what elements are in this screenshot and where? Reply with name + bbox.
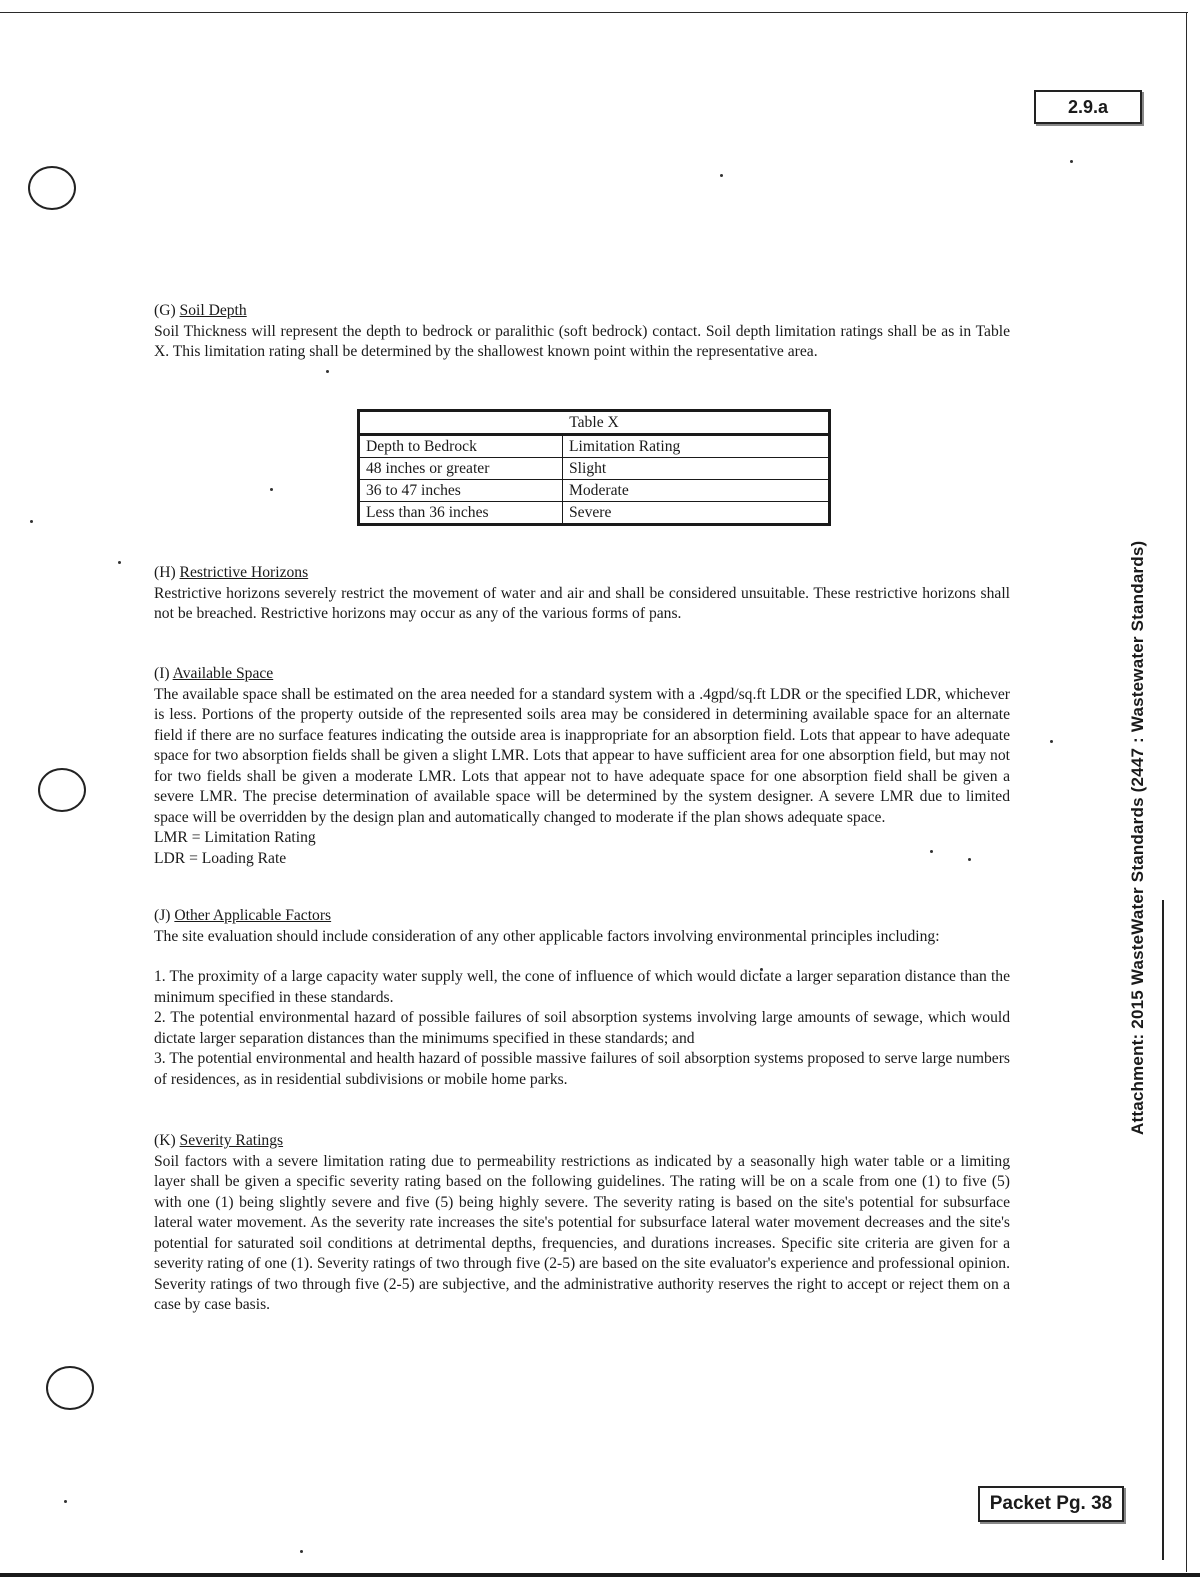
- cell-rating: Severe: [563, 502, 830, 525]
- section-body: Soil Thickness will represent the depth to bedrock or paralithic (soft bedrock) contact. Soil depth limitation ratings shall be as in Table X. This limitation rating shall be determined by the shallowest known point within the representative area.: [154, 322, 1010, 360]
- table-header-row: [359, 435, 830, 458]
- section-heading: [154, 301, 1010, 322]
- column-header-rating: Limitation Rating: [563, 435, 830, 458]
- table-row: [359, 502, 830, 525]
- scan-speck: [270, 488, 273, 491]
- cell-depth: 36 to 47 inches: [359, 480, 563, 502]
- section-heading: [154, 906, 1010, 927]
- punch-hole-bottom: [46, 1366, 94, 1410]
- section-title: Available Space: [172, 665, 274, 682]
- column-header-depth: Depth to Bedrock: [359, 435, 563, 458]
- page-bottom-edge: [0, 1573, 1200, 1577]
- side-rule: [1162, 900, 1164, 1560]
- table-row: [359, 458, 830, 480]
- section-heading: [154, 1131, 1010, 1152]
- punch-hole-top: [28, 166, 76, 210]
- cell-depth: 48 inches or greater: [359, 458, 563, 480]
- section-title: Severity Ratings: [179, 1132, 284, 1149]
- section-prefix: (H): [154, 564, 180, 581]
- definition-lmr: LMR = Limitation Rating: [154, 829, 316, 846]
- section-title: Restrictive Horizons: [179, 564, 309, 581]
- section-prefix: (G): [154, 302, 180, 319]
- section-prefix: (K): [154, 1132, 180, 1149]
- list-item: 3. The potential environmental and health hazard of possible massive failures of soil absorption systems proposed to serve large numbers of residences, as in residential subdivisions or mobile home parks.: [154, 1050, 1010, 1088]
- page-right-edge: [1186, 12, 1187, 1572]
- section-body: Restrictive horizons severely restrict the movement of water and air and shall be considered unsuitable. These restrictive horizons shall not be breached. Restrictive horizons may occur as any of the various forms of pans.: [154, 584, 1010, 622]
- section-body: The site evaluation should include consideration of any other applicable factors involving environmental principles including:: [154, 927, 940, 945]
- section-heading: [154, 664, 1010, 685]
- scan-speck: [64, 1500, 67, 1503]
- scan-speck: [326, 370, 329, 373]
- section-severity-ratings: [154, 1131, 1010, 1316]
- list-item: 2. The potential environmental hazard of possible failures of soil absorption systems involving large amounts of sewage, which would dictate larger separation distances than the minimums specified in these standards; and: [154, 1009, 1010, 1047]
- cell-rating: Moderate: [563, 480, 830, 502]
- header-tag: 2.9.a: [1034, 90, 1142, 124]
- scan-speck: [1070, 160, 1073, 163]
- section-prefix: (J): [154, 907, 175, 924]
- section-body: The available space shall be estimated on the area needed for a standard system with a .4gpd/sq.ft LDR or the specified LDR, whichever is less. Portions of the property outside of the represented soils area may be considered in determining available space for an alternate field if there are no surface features indicating the outside area is inappropriate for an absorption field. Lots that appear to have adequate space for two absorption fields shall be given a slight LMR. Lots that appear to have sufficient area for one absorption field, but may not for two fields shall be given a moderate LMR. Lots that appear not to have adequate space for one absorption field shall be given a severe LMR. The precise determination of available space will be determined by the system designer. A severe LMR due to limited space will be overridden by the design plan and automatically changed to moderate if the plan shows adequate space.: [154, 685, 1010, 826]
- cell-depth: Less than 36 inches: [359, 502, 563, 525]
- section-restrictive-horizons: [154, 563, 1010, 625]
- scan-speck: [30, 520, 33, 523]
- section-heading: [154, 563, 1010, 584]
- page-top-edge: [0, 12, 1188, 13]
- attachment-side-label: Attachment: 2015 WasteWater Standards (2447 : Wastewater Standards): [1128, 540, 1147, 1135]
- definition-ldr: LDR = Loading Rate: [154, 849, 287, 867]
- section-body: Soil factors with a severe limitation rating due to permeability restrictions as indicated by a seasonally high water table or a limiting layer shall be given a specific severity rating based on the following guidelines. The rating will be on a scale from one (1) to five (5) with one (1) being slightly severe and five (5) being highly severe. The severity rating is based on the site's potential for subsurface lateral water movement. As the severity rate increases the site's potential for subsurface lateral water movement decreases and the site's potential for saturated soil conditions at detrimental depths, frequencies, and durations increases. Specific site criteria are given for a severity rating of one (1). Severity ratings of two through five (2-5) are based on the site evaluator's experience and professional opinion. Severity ratings of two through five (2-5) are subjective, and the administrative authority reserves the right to accept or reject them on a case by case basis.: [154, 1152, 1010, 1313]
- section-soil-depth: [154, 301, 1010, 363]
- scan-speck: [720, 174, 723, 177]
- table-x: [357, 409, 831, 526]
- list-item: 1. The proximity of a large capacity water supply well, the cone of influence of which would dictate a larger separation distance than the minimum specified in these standards.: [154, 968, 1010, 1006]
- table-caption: Table X: [359, 411, 830, 435]
- section-title: Soil Depth: [179, 302, 247, 319]
- table-row: [359, 480, 830, 502]
- scan-speck: [1050, 740, 1053, 743]
- scan-speck: [300, 1550, 303, 1553]
- section-title: Other Applicable Factors: [174, 907, 332, 924]
- section-available-space: [154, 664, 1010, 869]
- section-other-factors: [154, 906, 1010, 1090]
- packet-page-tag: Packet Pg. 38: [978, 1486, 1124, 1522]
- punch-hole-middle: [38, 768, 86, 812]
- cell-rating: Slight: [563, 458, 830, 480]
- section-prefix: (I): [154, 665, 173, 682]
- scan-speck: [118, 561, 121, 564]
